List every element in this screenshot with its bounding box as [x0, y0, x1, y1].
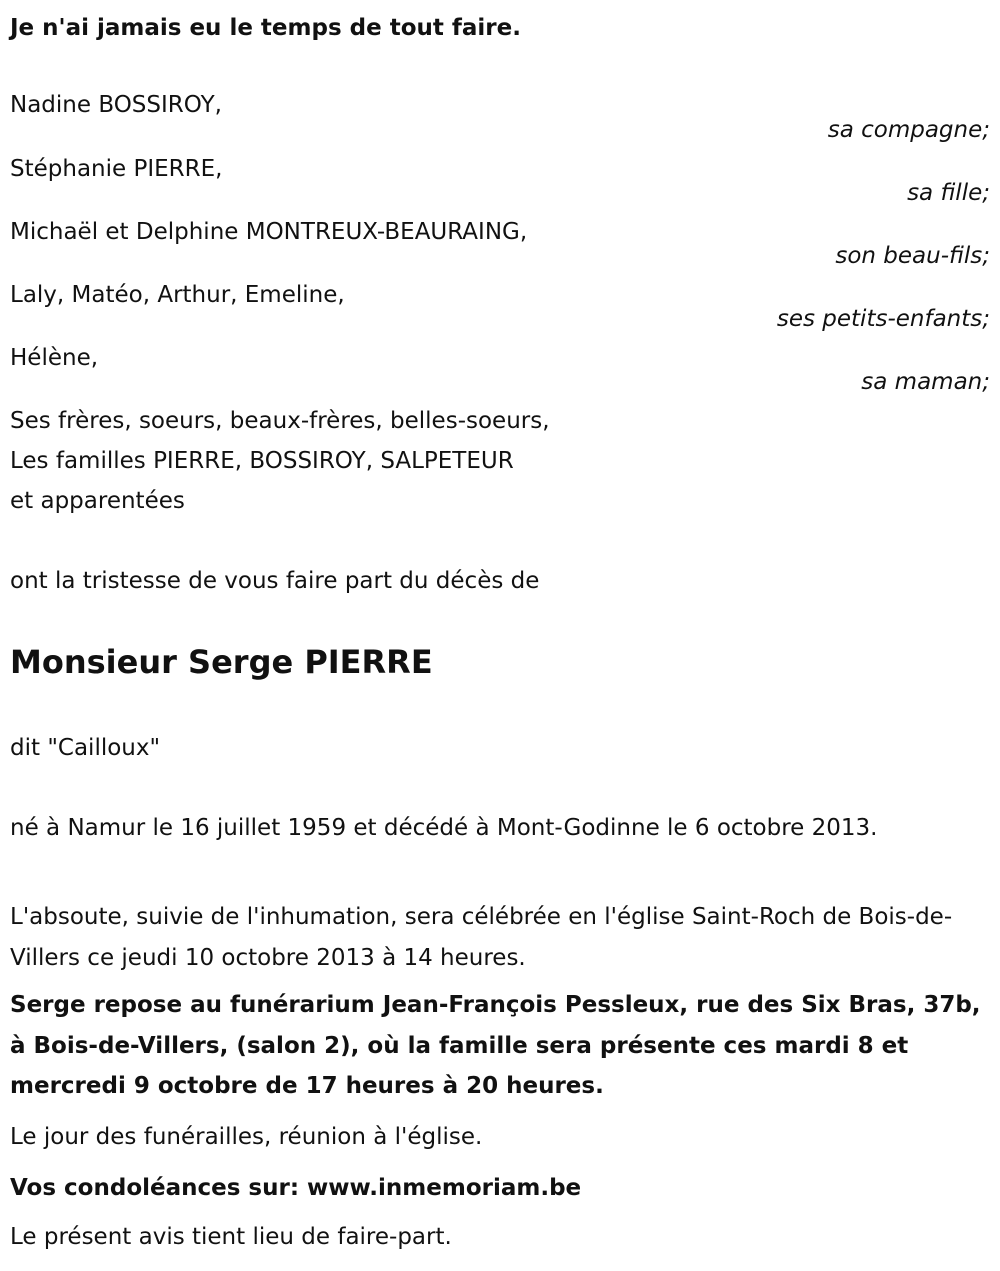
family-relation: ses petits-enfants; [776, 306, 990, 332]
family-name: Laly, Matéo, Arthur, Emeline, [10, 282, 345, 308]
others-line: Ses frères, soeurs, beaux-frères, belles-soeurs, [10, 408, 550, 434]
meeting: Le jour des funérailles, réunion à l'église. [10, 1124, 483, 1150]
ceremony: L'absoute, suivie de l'inhumation, sera célébrée en l'église Saint-Roch de Bois-de-Villers ce jeudi 10 octobre 2013 à 14 heures. [10, 904, 953, 971]
family-name: Stéphanie PIERRE, [10, 156, 223, 182]
funerarium: Serge repose au funérarium Jean-François Pessleux, rue des Six Bras, 37b, à Bois-de-Villers, (salon 2), où la famille sera présente ces mardi 8 et mercredi 9 octobre de 17 heures à 20 heures. [10, 992, 981, 1099]
deceased-name: Monsieur Serge PIERRE [10, 643, 433, 681]
family-name: Hélène, [10, 345, 99, 371]
family-relation: sa compagne; [827, 117, 990, 143]
announcement: ont la tristesse de vous faire part du décès de [10, 568, 540, 594]
notice: Le présent avis tient lieu de faire-part. [10, 1224, 452, 1250]
nickname: dit "Cailloux" [10, 735, 161, 761]
family-relation: son beau-fils; [835, 243, 990, 269]
family-name: Nadine BOSSIROY, [10, 92, 222, 118]
family-relation: sa fille; [907, 180, 990, 206]
others-line: Les familles PIERRE, BOSSIROY, SALPETEUR [10, 448, 514, 474]
family-relation: sa maman; [861, 369, 990, 395]
others-line: et apparentées [10, 488, 185, 514]
condolences: Vos condoléances sur: www.inmemoriam.be [10, 1175, 582, 1201]
epigraph: Je n'ai jamais eu le temps de tout faire. [10, 15, 521, 41]
family-name: Michaël et Delphine MONTREUX-BEAURAING, [10, 219, 528, 245]
birth-death: né à Namur le 16 juillet 1959 et décédé à Mont-Godinne le 6 octobre 2013. [10, 815, 878, 841]
